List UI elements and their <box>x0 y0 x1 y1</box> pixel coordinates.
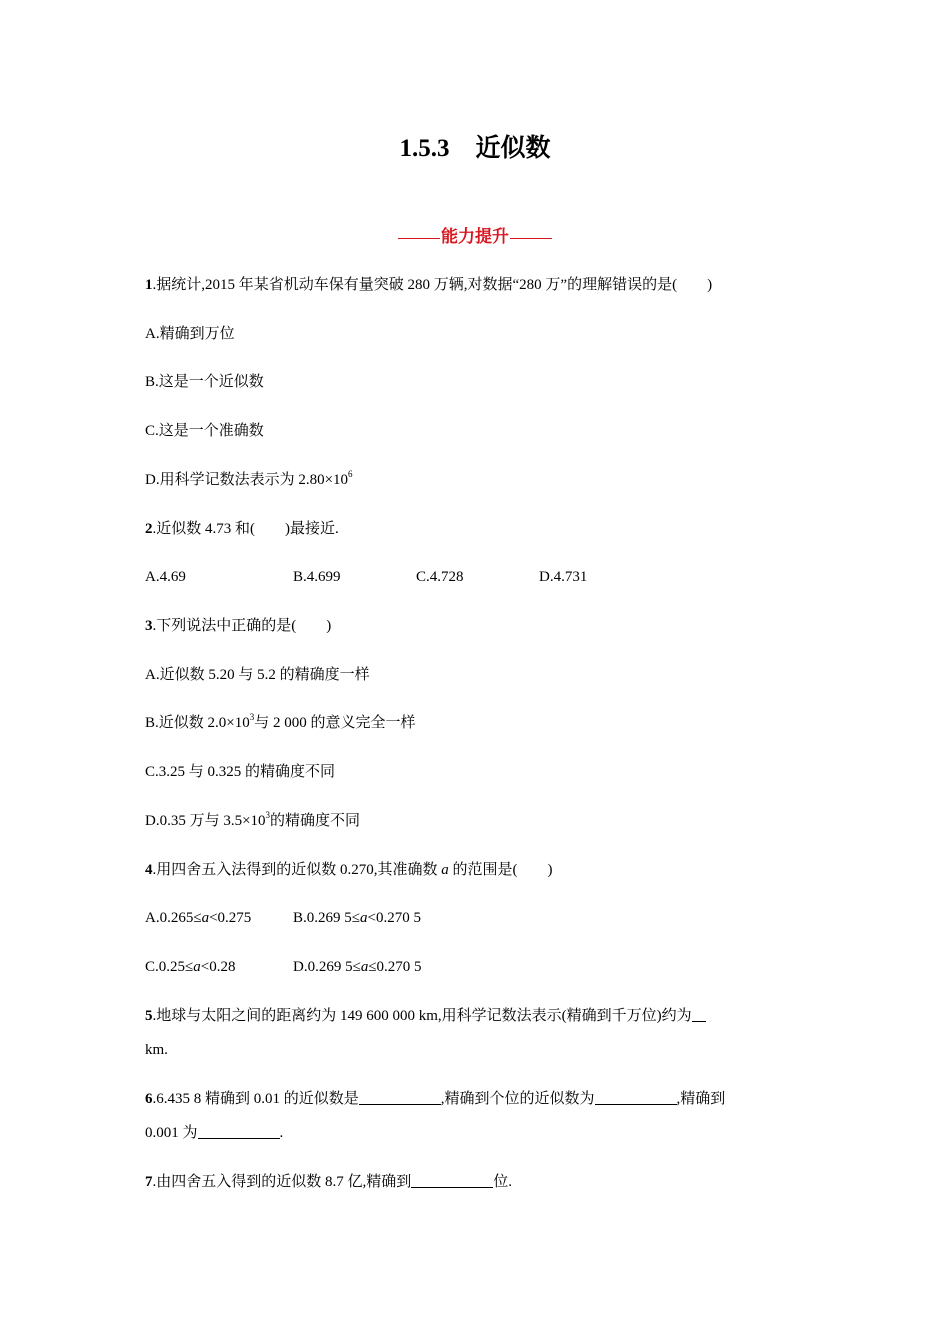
question-6-line2 <box>145 1123 283 1143</box>
question-7-stem <box>145 1172 512 1192</box>
question-4-stem <box>145 860 553 880</box>
answer-blank[interactable] <box>411 1172 493 1188</box>
option-text-end: <0.28 <box>200 959 236 975</box>
option-text-end: ≤0.270 5 <box>368 959 422 975</box>
question-1-stem <box>145 275 712 295</box>
question-number: 4 <box>145 862 153 878</box>
section-rule-right <box>510 238 552 239</box>
question-3-stem <box>145 616 331 636</box>
exponent: 6 <box>348 469 353 479</box>
question-text-end: 位. <box>493 1174 513 1190</box>
question-4-option-d <box>293 957 422 977</box>
section-label: 能力提升 <box>441 227 509 246</box>
question-text: .用四舍五入法得到的近似数 0.270,其准确数 <box>152 862 442 878</box>
option-text-end: 的精确度不同 <box>270 813 361 829</box>
question-number: 7 <box>145 1174 153 1190</box>
question-text: .下列说法中正确的是( <box>152 618 297 634</box>
question-5-line2: km. <box>145 1042 168 1058</box>
question-2-option-a: A.4.69 <box>145 569 186 585</box>
question-number: 3 <box>145 618 153 634</box>
question-3-option-a: A.近似数 5.20 与 5.2 的精确度一样 <box>145 667 370 683</box>
variable: a <box>360 959 369 975</box>
question-number: 6 <box>145 1091 153 1107</box>
question-number: 2 <box>145 521 153 537</box>
answer-blank[interactable] <box>595 1089 677 1105</box>
question-number: 1 <box>145 277 153 293</box>
option-text: B.0.269 5≤ <box>293 910 360 926</box>
option-text: C.0.25≤ <box>145 959 194 975</box>
option-text: D.用科学记数法表示为 2.80×10 <box>145 472 349 488</box>
question-text: .6.435 8 精确到 0.01 的近似数是 <box>152 1091 359 1107</box>
question-text-end: ,精确到 <box>676 1091 726 1107</box>
variable: a <box>360 910 368 926</box>
question-3-option-d <box>145 811 360 831</box>
option-text-end: 与 2 000 的意义完全一样 <box>254 715 416 731</box>
exponent: 3 <box>265 810 271 820</box>
question-6-stem <box>145 1089 725 1109</box>
section-header <box>0 222 950 247</box>
question-2-option-b: B.4.699 <box>293 569 341 585</box>
question-text: .地球与太阳之间的距离约为 149 600 000 km,用科学记数法表示(精确到千万位)约为 <box>152 1008 692 1024</box>
question-1-option-d <box>145 470 353 490</box>
question-text: .据统计,2015 年某省机动车保有量突破 280 万辆,对数据“280 万”的理解错误的是( <box>152 277 678 293</box>
answer-blank[interactable] <box>198 1123 280 1139</box>
section-rule-left <box>398 238 440 239</box>
question-1-option-b: B.这是一个近似数 <box>145 374 264 390</box>
question-3-option-b <box>145 713 415 733</box>
variable: a <box>441 862 449 878</box>
question-text-end: . <box>279 1125 284 1141</box>
question-1-option-a: A.精确到万位 <box>145 326 235 342</box>
question-4-option-b <box>293 908 421 928</box>
variable: a <box>193 959 201 975</box>
question-2-stem <box>145 519 339 539</box>
question-5-stem <box>145 1006 706 1026</box>
option-text: A.0.265≤ <box>145 910 202 926</box>
option-text-end: <0.275 <box>209 910 252 926</box>
title-text: 近似数 <box>475 135 551 162</box>
question-2-option-c: C.4.728 <box>416 569 464 585</box>
question-text-cont: 的范围是( <box>448 862 518 878</box>
question-paren-close: ) <box>326 618 332 634</box>
question-text: 0.001 为 <box>145 1125 198 1141</box>
question-number: 5 <box>145 1008 153 1024</box>
question-1-option-c: C.这是一个准确数 <box>145 423 264 439</box>
question-paren-close: ) <box>707 277 713 293</box>
question-2-option-d: D.4.731 <box>539 569 588 585</box>
question-text: .由四舍五入得到的近似数 8.7 亿,精确到 <box>152 1174 412 1190</box>
question-4-option-c <box>145 957 235 977</box>
option-text: D.0.269 5≤ <box>293 959 361 975</box>
question-text: .近似数 4.73 和( <box>152 521 255 537</box>
answer-blank[interactable] <box>359 1089 441 1105</box>
variable: a <box>201 910 210 926</box>
title-number: 1.5.3 <box>399 135 450 162</box>
option-text: D.0.35 万与 3.5×10 <box>145 813 266 829</box>
option-text: B.近似数 2.0×10 <box>145 715 250 731</box>
question-text-cont: ,精确到个位的近似数为 <box>440 1091 595 1107</box>
question-paren-close: ) <box>547 862 553 878</box>
question-text-end: )最接近. <box>285 521 339 537</box>
question-4-option-a <box>145 908 251 928</box>
page-title <box>0 128 950 164</box>
answer-blank[interactable] <box>692 1006 706 1022</box>
question-3-option-c: C.3.25 与 0.325 的精确度不同 <box>145 764 336 780</box>
option-text-end: <0.270 5 <box>367 910 421 926</box>
exponent: 3 <box>249 712 255 722</box>
